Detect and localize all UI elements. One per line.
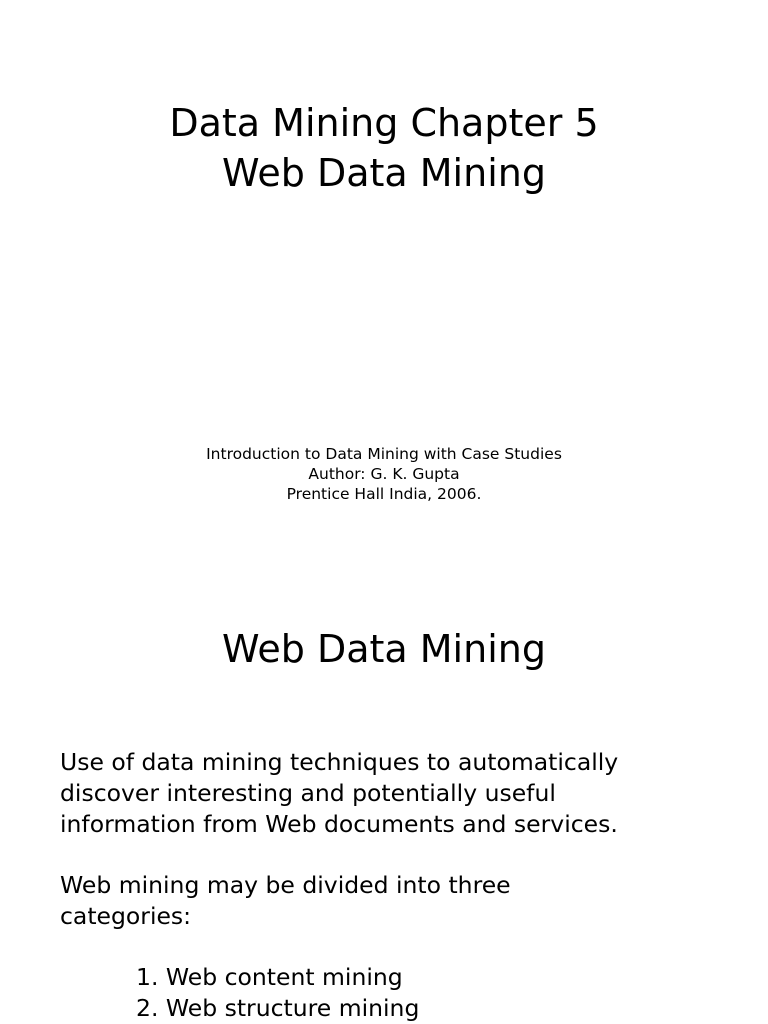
chapter-title: Data Mining Chapter 5 bbox=[169, 101, 599, 145]
chapter-subtitle: Web Data Mining bbox=[222, 151, 546, 195]
book-credits bbox=[0, 444, 768, 504]
book-title: Introduction to Data Mining with Case Studies bbox=[206, 445, 562, 463]
definition-paragraph bbox=[60, 747, 750, 840]
categories-list bbox=[136, 962, 419, 1024]
list-item: 2. Web structure mining bbox=[136, 994, 420, 1022]
book-publisher: Prentice Hall India, 2006. bbox=[286, 485, 482, 503]
categories-paragraph bbox=[60, 870, 750, 932]
paragraph-line: Use of data mining techniques to automatically bbox=[60, 748, 619, 776]
paragraph-line: information from Web documents and services. bbox=[60, 810, 618, 838]
paragraph-line: Web mining may be divided into three bbox=[60, 871, 511, 899]
book-author: Author: G. K. Gupta bbox=[308, 465, 460, 483]
list-item: 1. Web content mining bbox=[136, 963, 403, 991]
slide-title: Web Data Mining bbox=[222, 627, 546, 671]
paragraph-line: categories: bbox=[60, 902, 192, 930]
paragraph-line: discover interesting and potentially useful bbox=[60, 779, 556, 807]
